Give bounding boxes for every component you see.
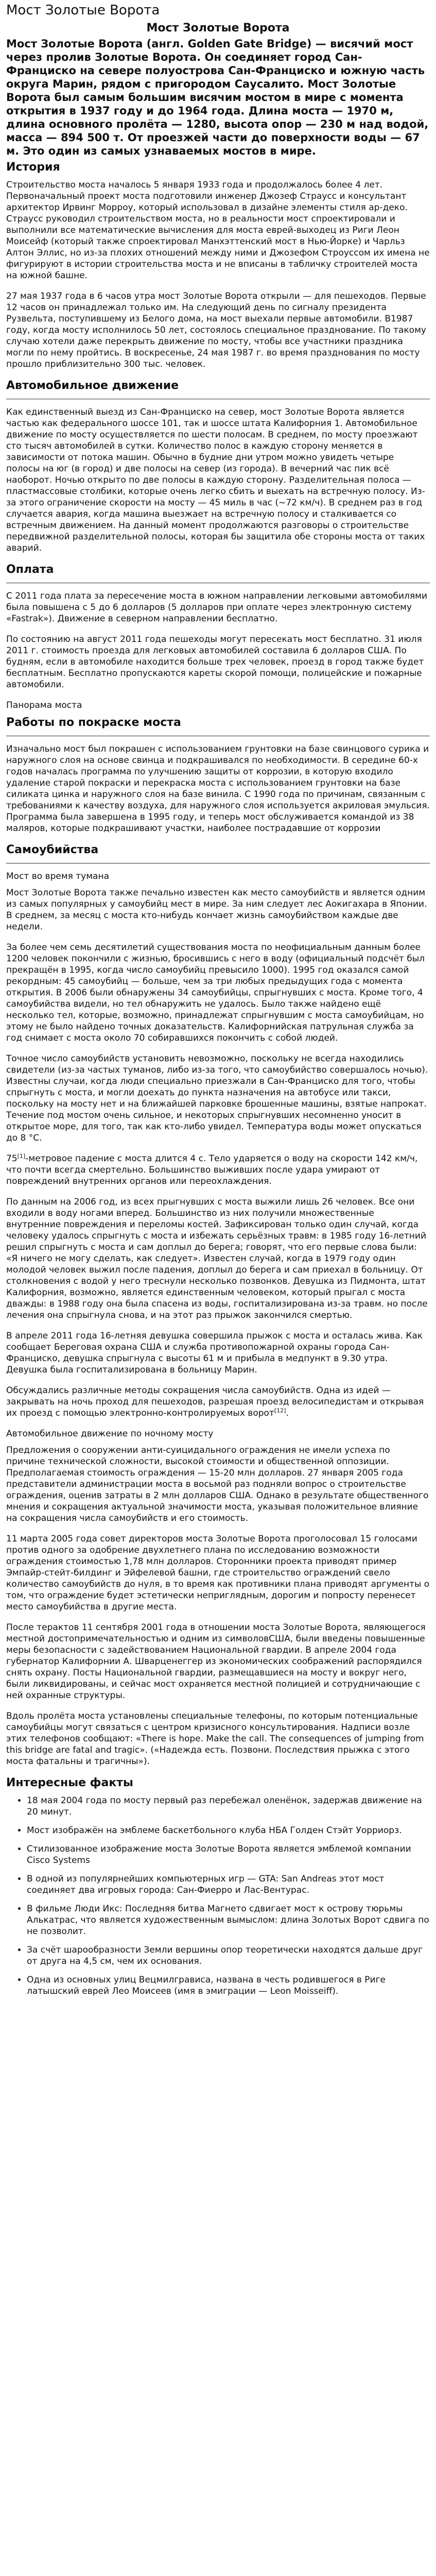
suicides-paragraph-11: Вдоль пролёта моста установлены специальные телефоны, по которым потенциальные самоубийцы могут связаться с центром кризисного консультирования. Надписи возле этих телефонов сообщают: «There is hope. Make the call. The consequences of jumping from this bridge are fatal and tragic». («Надежда есть. Позвони. Последствия прыжка с этого моста фатальны и трагичны»).	[6, 1711, 424, 1767]
suicides-paragraph-5: По данным на 2006 год, из всех прыгнувших с моста выжили лишь 26 человек. Все они входили в воду ногами вперед. Большинство из них получили множественные внутренние повреждения и переломы костей. Зафиксирован только один случай, когда человеку удалось спрыгнуть с моста и избежать серьёзных травм: в 1985 году 16-летний решил спрыгнуть с моста и сам доплыл до берега; говорят, что его первые слова были: «Я ничего не могу сделать, как следует». Известен случай, когда в 1979 году один молодой человек выжил после падения, доплыл до берега и сам приехал в больницу. От столкновения с водой у него треснули несколько позвонков. Девушка из Пидмонта, штат Калифорния, возможно, является единственным человеком, который прыгал с моста дважды: в 1988 году она была спасена из воды, госпитализирована из-за травм. но после лечения она спрыгнула снова, и на этот раз прыжок закончился смертью.	[6, 1197, 428, 1320]
fact-item: • Стилизованное изображение моста Золотые Ворота является эмблемой компании Cisco Systems	[27, 1843, 430, 1866]
suicides-paragraph-9: 11 марта 2005 года совет директоров моста Золотые Ворота проголосовал 15 голосами против одного за одобрение двухлетнего плана по исследованию возможности ограждения стоимостью 1,78 млн долларов. Сторонники проекта приводят пример Эмпайр-стейт-билдинг и Эйфелевой башни, где строительство ограждений свело количество самоубийств до нуля, в то время как противники плана приводят аргументы о том, что ограждение будет эстетически неприглядным, дорогим и попросту перенесет место самоубийства в другие места.	[6, 1534, 430, 1612]
suicides-paragraph-4	[6, 1153, 430, 1187]
panorama-caption: Панорама моста	[6, 700, 82, 710]
suicides-paragraph-6: В апреле 2011 года 16-летняя девушка совершила прыжок с моста и осталась жива. Как сообщает Береговая охрана США и служба противопожарной охраны города Сан-Франциско, девушка спрыгнула с высоты 61 м и прибыла в медпункт в 9.30 утра. Девушка была госпитализирована в больницу Марин.	[6, 1331, 423, 1375]
night-traffic-caption: Автомобильное движение по ночному мосту	[6, 1429, 214, 1439]
document-title: Мост Золотые Ворота	[6, 3, 160, 18]
footnote-ref[interactable]: [12]	[274, 1407, 286, 1414]
facts-heading: Интересные факты	[6, 1776, 133, 1789]
fall-text: -метровое падение с моста длится 4 с. Тело ударяется о воду на скорости 142 км/ч, что почти всегда смертельно. Большинство выживших после удара умирают от повреждений внутренних органов или переохлаждения.	[6, 1154, 418, 1187]
history-heading: История	[6, 161, 60, 174]
fact-item: • 18 мая 2004 года по мосту первый раз перебежал оленёнок, задержав движение на 20 минут.	[27, 1795, 430, 1818]
fog-caption: Мост во время тумана	[6, 871, 110, 882]
suicides-paragraph-8: Предложения о сооружении анти-суицидального ограждения не имели успеха по причине технической сложности, высокой стоимости и общественной оппозиции. Предполагаемая стоимость ограждения — 15-20 млн долларов. 27 января 2005 года представители администрации моста в восьмой раз подняли вопрос о строительстве ограждения, оценив затраты в 2 млн долларов США. Однако в результате общественного мнения и сокращения актуальной значимости моста, указывая положительное влияние на сокращения числа самоубийств и его стоимость.	[6, 1445, 429, 1523]
methods-text: Обсуждались различные методы сокращения числа самоубийств. Одна из идей — закрывать на ночь проход для пешеходов, разрешая проезд велосипедистам и открывая их проезд с помощью электронно-контролируемых ворот	[6, 1385, 424, 1418]
lead-paragraph: Мост Золотые Ворота (англ. Golden Gate Bridge) — висячий мост через пролив Золотые Ворота. Он соединяет город Сан-Франциско на севере полуострова Сан-Франциско и южную часть округа Марин, рядом с пригородом Саусалито. Мост Золотые Ворота был самым большим висячим мостом в мире с момента открытия в 1937 году и до 1964 года. Длина моста — 1970 м, длина основного пролёта — 1280, высота опор — 230 м над водой, масса — 894 500 т. От проезжей части до поверхности воды — 67 м. Это один из самых узнаваемых мостов в мире.	[6, 38, 429, 157]
fact-item: • Мост изображён на эмблеме баскетбольного клуба НБА Голден Стэйт Уорриорз.	[27, 1825, 430, 1836]
payment-paragraph-1: С 2011 года плата за пересечение моста в южном направлении легковыми автомобилями была повышена с 5 до 6 долларов (5 долларов при оплате через электронную систему «Fastrak»). Движение в северном направлении бесплатно.	[6, 591, 428, 624]
traffic-paragraph: Как единственный выезд из Сан-Франциско на север, мост Золотые Ворота является частью как федерального шоссе 101, так и шоссе штата Калифорния 1. Автомобильное движение по мосту осуществляется по шести полосам. В среднем, по мосту проезжают сто тысяч автомобилей в сутки. Количество полос в каждую сторону меняется в зависимости от потока машин. Обычно в будние дни утром можно увидеть четыре полосы на юг (в город) и две полосы на север (из города). В вечерний час пик всё наоборот. Ночью открыто по две полосы в каждую сторону. Разделительная полоса — пластмассовые столбики, которые очень легко сбить и выехать на встречную полосу. Из-за этого ограничение скорости на мосту — 45 миль в час (~72 км/ч). В среднем раз в год случается авария, когда машина выезжает на встречную полосу и сталкивается со встречным движением. На данный момент продолжаются разговоры о строительстве передвижной разделительной полосы, которая бы защитила обе стороны моста от таких аварий.	[6, 407, 425, 553]
painting-heading: Работы по покраске моста	[6, 716, 181, 729]
facts-list	[6, 1795, 430, 1997]
suicides-paragraph-10: После терактов 11 сентября 2001 года в отношении моста Золотые Ворота, являющегося местной достопримечательностью и одним из символовСША, были введены повышенные меры безопасности с задействованием Национальной гвардии. В апреле 2004 года губернатор Калифорнии А. Шварценеггер из экономических соображений распорядился снять охрану. Посты Национальной гвардии, размещавшиеся на мосту и вокруг него, были ликвидированы, и сейчас мост охраняется местной полицией и сотрудничающие с ней охранные структуры.	[6, 1622, 426, 1701]
payment-heading: Оплата	[6, 563, 54, 576]
article-title: Мост Золотые Ворота	[146, 22, 290, 35]
history-paragraph-1: Строительство моста началось 5 января 1933 года и продолжалось более 4 лет. Первоначальный проект моста подготовили инженер Джозеф Страусс и консультант архитектор Ирвинг Морроу, который использовал в дизайне элементы стиля ар-деко. Страусс руководил строительством моста, но в реальности мост спроектировали и выполнили все математические вычисления для моста еврей-выходец из Риги Леон Моисейф (который также спроектировал Манхэттенский мост в Нью-Йорке) и Чарльз Алтон Эллис, но из-за плохих отношений между ними и Джозефом Строуссом их имена не фигурируют в истории строительства моста и не вписаны в табличку строителей моста на южной башне.	[6, 180, 430, 281]
fact-item: • В фильме Люди Икс: Последняя битва Магнето сдвигает мост к острову тюрьмы Алькатрас, что является художественным вымыслом: длина Золотых Ворот сдвига по не позволит.	[27, 1903, 430, 1937]
fall-height-number: 75	[6, 1154, 18, 1164]
suicides-paragraph-7	[6, 1385, 430, 1419]
suicides-heading: Самоубийства	[6, 843, 99, 856]
traffic-heading: Автомобильное движение	[6, 379, 179, 392]
history-paragraph-2: 27 мая 1937 года в 6 часов утра мост Золотые Ворота открыли — для пешеходов. Первые 12 часов он принадлежал только им. На следующий день по сигналу президента Рузвельта, поступившему из Белого дома, на мост выехали первые автомобили. В1987 году, когда мосту исполнилось 50 лет, состоялось специальное празднование. По такому случаю хотели даже перекрыть движение по мосту, чтобы все участники праздника могли по нему пройтись. В воскресенье, 24 мая 1987 г. во время празднования по мосту прошло приблизительно 300 тыс. человек.	[6, 291, 426, 369]
methods-text-end: .	[286, 1408, 289, 1418]
footnote-ref[interactable]: [1]	[17, 1153, 26, 1160]
suicides-paragraph-3: Точное число самоубийств установить невозможно, поскольку не всегда находились свидетели (из-за частых туманов, либо из-за того, что самоубийство совершалось ночью). Известны случаи, когда люди специально приезжали в Сан-Франциско для того, чтобы спрыгнуть с моста, и могли доехать до пункта назначения на автобусе или такси, поскольку на мосту нет и на ближайшей парковке брошенные машины, взятые напрокат. Течение под мостом очень сильное, и некоторых спрыгнувших несомненно уносит в открытое море, для того, так как кто-либо увидел. Температура воды может опускаться до 8 °C.	[6, 1054, 428, 1143]
painting-paragraph: Изначально мост был покрашен с использованием грунтовки на базе свинцового сурика и наружного слоя на основе свинца и подкрашивался по необходимости. В середине 60-х годов началась программа по улучшению защиты от коррозии, в которую входило удаление старой покраски и перекраска моста с использованием грунтовки на базе силиката цинка и наружного слоя на базе винила. С 1990 года по причинам, связанным с требованиями к качеству воздуха, для наружного слоя используется акриловая эмульсия. Программа была завершена в 1995 году, и теперь мост обслуживается командой из 38 маляров, которые подкрашивают участки, наиболее пострадавшие от коррозии	[6, 744, 430, 834]
suicides-paragraph-2: За более чем семь десятилетий существования моста по неофициальным данным более 1200 человек покончили с жизнью, бросившись с него в воду (официальный подсчёт был прекращён в 1995, когда число самоубийц превысило 1000). 1995 год оказался самой рекордным: 45 самоубийц — больше, чем за три любых предыдущих года с момента открытия. В 2006 были обнаружены 34 самоубийцы, спрыгнувших с моста. Кроме того, 4 самоубийства видели, но тел обнаружить не удалось. Было также найдено ещё несколько тел, которые, возможно, принадлежат спрыгнувшим с моста самоубийцам, но этому не было найдено точных доказательств. Калифорнийская патрульная служба за год снимает с моста около 70 собиравшихся покончить с собой людей.	[6, 942, 425, 1043]
suicides-paragraph-1: Мост Золотые Ворота также печально известен как место самоубийств и является одним из самых популярных у самоубийц мест в мире. За ним следует лес Аокигахара в Японии. В среднем, за месяц с моста кто-нибудь кончает жизнь самоубийством каждые две недели.	[6, 888, 427, 932]
fact-item: • В одной из популярнейших компьютерных игр — GTA: San Andreas этот мост соединяет два игровых города: Сан-Фиерро и Лас-Вентурас.	[27, 1873, 430, 1896]
fact-item: • За счёт шарообразности Земли вершины опор теоретически находятся дальше друг от друга на 4,5 см, чем их основания.	[27, 1944, 430, 1967]
fact-item: • Одна из основных улиц Вецмилгрависа, названа в честь родившегося в Риге латышский еврей Лео Моисеев (имя в эмиграции — Leon Moisseiff).	[27, 1974, 430, 1997]
payment-paragraph-2: По состоянию на август 2011 года пешеходы могут пересекать мост бесплатно. 31 июля 2011 г. стоимость проезда для легковых автомобилей составила 6 долларов США. По будням, если в автомобиле находится больше трех человек, проезд в город также будет бесплатным. Бесплатно пропускаются кареты скорой помощи, полицейские и пожарные автомобили.	[6, 634, 424, 690]
